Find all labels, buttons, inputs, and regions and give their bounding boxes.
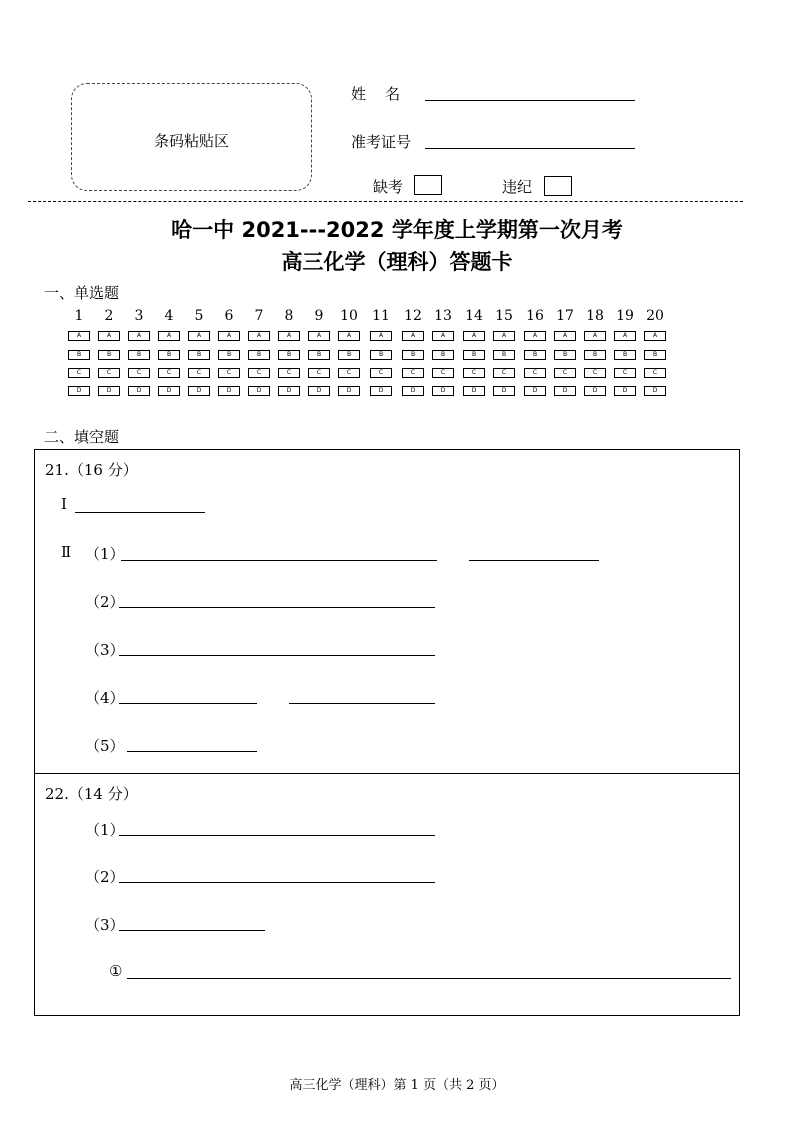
question-number: 8 [284,308,294,324]
question-number: 16 [526,308,544,324]
q21-sub-2-blank[interactable] [119,607,435,608]
name-label: 姓 名 [351,85,401,103]
answer-bubble-a[interactable]: A [584,331,606,341]
q21-sub-3-label: （3） [85,641,125,659]
answer-bubble-a[interactable]: A [524,331,546,341]
answer-bubble-a[interactable]: A [644,331,666,341]
answer-bubble-c[interactable]: C [402,368,424,378]
barcode-area [71,83,312,191]
answer-bubble-a[interactable]: A [158,331,180,341]
answer-bubble-b[interactable]: B [584,350,606,360]
answer-bubble-c[interactable]: C [248,368,270,378]
q21-sub-1-label: （1） [85,545,125,563]
q22-sub-2-blank[interactable] [119,882,435,883]
answer-bubble-a[interactable]: A [493,331,515,341]
answer-bubble-b[interactable]: B [644,350,666,360]
answer-bubble-d[interactable]: D [278,386,300,396]
answer-bubble-c[interactable]: C [432,368,454,378]
question-number: 18 [586,308,604,324]
answer-bubble-c[interactable]: C [98,368,120,378]
answer-bubble-b[interactable]: B [432,350,454,360]
barcode-label: 条码粘贴区 [153,132,229,150]
question-number: 1 [74,308,84,324]
answer-bubble-a[interactable]: A [338,331,360,341]
answer-bubble-d[interactable]: D [644,386,666,396]
question-number: 13 [434,308,452,324]
answer-bubble-d[interactable]: D [188,386,210,396]
answer-bubble-c[interactable]: C [128,368,150,378]
answer-bubble-a[interactable]: A [128,331,150,341]
cut-line [28,201,743,202]
q22-sub-2-label: （2） [85,868,125,886]
section-single-choice-label: 一、单选题 [44,284,120,302]
question-number: 3 [134,308,144,324]
answer-bubble-a[interactable]: A [554,331,576,341]
answer-bubble-a[interactable]: A [402,331,424,341]
question-number: 19 [616,308,634,324]
q22-sub-3-label: （3） [85,916,125,934]
answer-bubble-b[interactable]: B [128,350,150,360]
answer-bubble-c[interactable]: C [463,368,485,378]
answer-bubble-d[interactable]: D [68,386,90,396]
answer-bubble-d[interactable]: D [554,386,576,396]
absent-label: 缺考 [373,178,404,196]
question-21-title: 21.（16 分） [45,461,138,479]
answer-bubble-a[interactable]: A [248,331,270,341]
answer-bubble-c[interactable]: C [308,368,330,378]
exam-id-field[interactable] [425,148,635,149]
answer-bubble-c[interactable]: C [493,368,515,378]
answer-bubble-c[interactable]: C [370,368,392,378]
q21-part-1-label: Ⅰ [61,495,67,513]
answer-bubble-b[interactable]: B [614,350,636,360]
q21-sub-2-label: （2） [85,593,125,611]
question-number: 17 [556,308,574,324]
question-number: 2 [104,308,114,324]
answer-bubble-a[interactable]: A [278,331,300,341]
answer-bubble-b[interactable]: B [524,350,546,360]
answer-bubble-d[interactable]: D [493,386,515,396]
question-number: 12 [404,308,422,324]
answer-bubble-b[interactable]: B [463,350,485,360]
violation-label: 违纪 [502,178,533,196]
answer-bubble-c[interactable]: C [584,368,606,378]
answer-bubble-d[interactable]: D [524,386,546,396]
q21-sub-1-blank-a[interactable] [121,560,437,561]
answer-bubble-b[interactable]: B [338,350,360,360]
question-number: 7 [254,308,264,324]
answer-bubble-c[interactable]: C [278,368,300,378]
answer-bubble-a[interactable]: A [188,331,210,341]
answer-bubble-d[interactable]: D [584,386,606,396]
answer-bubble-b[interactable]: B [278,350,300,360]
answer-bubble-c[interactable]: C [218,368,240,378]
question-number: 11 [372,308,390,324]
answer-bubble-a[interactable]: A [370,331,392,341]
answer-bubble-b[interactable]: B [554,350,576,360]
q22-sub-1-label: （1） [85,821,125,839]
answer-bubble-a[interactable]: A [98,331,120,341]
answer-bubble-c[interactable]: C [338,368,360,378]
violation-checkbox[interactable] [544,176,572,196]
answer-bubble-a[interactable]: A [614,331,636,341]
answer-bubble-c[interactable]: C [554,368,576,378]
q21-part-2-label: Ⅱ [61,543,72,561]
answer-bubble-d[interactable]: D [432,386,454,396]
section-fill-blank-label: 二、填空题 [44,428,120,446]
answer-bubble-d[interactable]: D [308,386,330,396]
answer-bubble-d[interactable]: D [158,386,180,396]
q22-sub-3-blank[interactable] [119,930,265,931]
question-number: 15 [495,308,513,324]
answer-bubble-d[interactable]: D [614,386,636,396]
question-number: 10 [340,308,358,324]
answer-bubble-b[interactable]: B [188,350,210,360]
sheet-title: 高三化学（理科）答题卡 [281,250,513,274]
question-number: 20 [646,308,664,324]
question-number: 6 [224,308,234,324]
answer-bubble-a[interactable]: A [432,331,454,341]
answer-bubble-d[interactable]: D [402,386,424,396]
q22-sub-1-blank[interactable] [119,835,435,836]
answer-bubble-b[interactable]: B [308,350,330,360]
answer-bubble-b[interactable]: B [68,350,90,360]
answer-bubble-b[interactable]: B [98,350,120,360]
answer-bubble-c[interactable]: C [644,368,666,378]
answer-bubble-d[interactable]: D [338,386,360,396]
question-22-box [34,773,740,1016]
answer-bubble-c[interactable]: C [524,368,546,378]
answer-bubble-b[interactable]: B [493,350,515,360]
answer-bubble-b[interactable]: B [248,350,270,360]
q21-sub-3-blank[interactable] [119,655,435,656]
answer-bubble-b[interactable]: B [370,350,392,360]
q21-sub-4-blank-a[interactable] [119,703,257,704]
answer-bubble-a[interactable]: A [68,331,90,341]
question-number: 4 [164,308,174,324]
answer-bubble-d[interactable]: D [463,386,485,396]
exam-id-label: 准考证号 [351,133,412,151]
q22-circle-1-label: ① [109,962,123,980]
question-number: 9 [314,308,324,324]
q21-sub-5-blank[interactable] [127,751,257,752]
answer-bubble-c[interactable]: C [158,368,180,378]
answer-bubble-b[interactable]: B [158,350,180,360]
answer-bubble-d[interactable]: D [218,386,240,396]
question-21-box [34,449,740,774]
answer-bubble-c[interactable]: C [614,368,636,378]
q21-sub-1-blank-b[interactable] [469,560,599,561]
answer-bubble-b[interactable]: B [402,350,424,360]
answer-bubble-d[interactable]: D [370,386,392,396]
answer-bubble-d[interactable]: D [128,386,150,396]
answer-bubble-d[interactable]: D [248,386,270,396]
question-number: 14 [465,308,483,324]
exam-title: 哈一中 2021---2022 学年度上学期第一次月考 [171,218,623,242]
answer-bubble-b[interactable]: B [218,350,240,360]
absent-checkbox[interactable] [414,175,442,195]
answer-bubble-a[interactable]: A [308,331,330,341]
answer-bubble-d[interactable]: D [98,386,120,396]
name-field[interactable] [425,100,635,101]
q22-circle-1-blank[interactable] [127,978,731,979]
page-footer: 高三化学（理科）第 1 页（共 2 页） [289,1078,505,1093]
answer-bubble-a[interactable]: A [218,331,240,341]
answer-bubble-c[interactable]: C [68,368,90,378]
q21-sub-4-blank-b[interactable] [289,703,435,704]
question-22-title: 22.（14 分） [45,785,138,803]
q21-sub-4-label: （4） [85,689,125,707]
answer-bubble-a[interactable]: A [463,331,485,341]
q21-part-1-blank[interactable] [75,512,205,513]
question-number: 5 [194,308,204,324]
q21-sub-5-label: （5） [85,737,125,755]
answer-bubble-c[interactable]: C [188,368,210,378]
